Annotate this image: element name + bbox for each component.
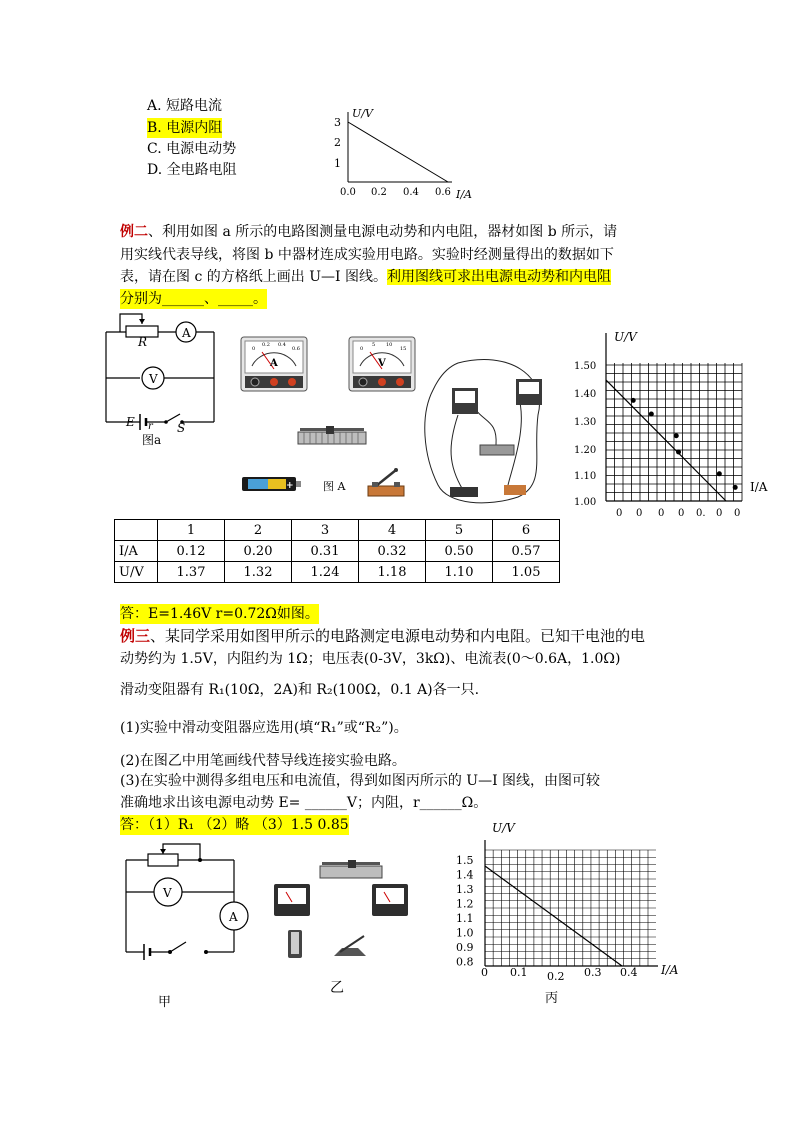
- table-header-row: [115, 520, 560, 541]
- ex2-xtick: 0: [658, 508, 665, 519]
- ex3-ytick: 1.3: [456, 883, 474, 896]
- q1-xtick: 0.2: [371, 187, 387, 198]
- table-cell: 5: [426, 520, 493, 541]
- table-cell: 1.37: [158, 562, 225, 583]
- table-cell: I/A: [115, 541, 158, 562]
- q1-xtick: 0.4: [403, 187, 419, 198]
- q1-ytick: 2: [334, 136, 341, 149]
- voltmeter-scale: 0: [360, 346, 364, 352]
- ex3-ytick: 0.9: [456, 941, 474, 954]
- table-cell: 2: [225, 520, 292, 541]
- ex3-q3b: 准确地求出该电源电动势 E= ______V；内阻，r______Ω。: [120, 795, 488, 811]
- option-c: C. 电源电动势: [147, 141, 237, 157]
- table-cell: 1.32: [225, 562, 292, 583]
- voltmeter-label: V: [163, 886, 172, 900]
- ammeter-scale: 0: [252, 346, 256, 352]
- table-cell: 0.32: [359, 541, 426, 562]
- ex3-ytick: 1.4: [456, 868, 474, 882]
- table-cell: 0.50: [426, 541, 493, 562]
- ex2-graph-ylabel: U/V: [614, 330, 637, 344]
- ex2-ytick: 1.40: [574, 389, 597, 400]
- ammeter-label: A: [182, 326, 191, 340]
- data-point: [717, 471, 722, 476]
- ex3-line-1: 例三、某同学采用如图甲所示的电路测定电源电动势和内电阻。已知干电池的电: [120, 627, 646, 645]
- table-row: [115, 541, 560, 562]
- ex2-ytick: 1.30: [574, 417, 597, 428]
- data-point: [733, 485, 738, 490]
- circuit-diagram-a: [100, 310, 225, 450]
- table-cell: 1.24: [292, 562, 359, 583]
- q1-ui-line: [348, 122, 448, 182]
- table-cell: 0.31: [292, 541, 359, 562]
- fig-bing-label: 丙: [545, 991, 559, 1006]
- voltmeter-scale: 5: [372, 342, 376, 348]
- ammeter-scale: 0.2: [262, 342, 270, 348]
- option-b: B. 电源内阻: [147, 120, 223, 136]
- fig-yi-label: 乙: [330, 980, 344, 996]
- table-cell: 0.57: [493, 541, 560, 562]
- ex2-xtick: 0: [616, 508, 623, 519]
- ex3-q1: (1)实验中滑动变阻器应选用(填“R₁”或“R₂”)。: [120, 720, 408, 736]
- q1-ytick: 1: [334, 157, 341, 170]
- ex3-ui-grid-graph: [448, 820, 688, 1010]
- table-cell: 0.20: [225, 541, 292, 562]
- ex3-q2: (2)在图乙中用笔画线代替导线连接实验电路。: [120, 753, 406, 769]
- q1-graph-xlabel: I/A: [456, 188, 472, 200]
- rheostat-label: R: [138, 335, 148, 349]
- ex2-xtick: 0: [734, 508, 741, 519]
- ex2-xtick: 0: [678, 508, 685, 519]
- table-cell: U/V: [115, 562, 158, 583]
- ex3-ytick: 1.1: [456, 912, 474, 925]
- ammeter-scale: 0.6: [292, 346, 300, 352]
- table-cell: 1.05: [493, 562, 560, 583]
- option-a: A. 短路电流: [147, 98, 223, 114]
- data-point: [649, 411, 654, 416]
- ex3-graph-xlabel: I/A: [661, 963, 679, 977]
- ex2-line-3: 表，请在图 c 的方格纸上画出 U—I 图线。利用图线可求出电源电动势和内电阻: [120, 269, 611, 285]
- data-point: [631, 398, 636, 403]
- table-row: [115, 562, 560, 583]
- ex3-line-3: 滑动变阻器有 R₁(10Ω，2A)和 R₂(100Ω，0.1 A)各一只.: [120, 682, 480, 698]
- voltmeter-scale: 10: [386, 342, 393, 348]
- ex3-fit-line: [485, 866, 622, 966]
- ammeter-scale: 0.4: [278, 342, 286, 348]
- ex2-ytick: 1.00: [574, 497, 597, 508]
- ex2-xtick: 0: [636, 508, 643, 519]
- table-cell: [115, 520, 158, 541]
- ex2-ui-grid-graph: [574, 325, 774, 520]
- table-cell: 3: [292, 520, 359, 541]
- voltmeter-label: V: [149, 372, 158, 386]
- q1-xtick: 0.6: [435, 187, 451, 198]
- ex2-xtick: 0: [716, 508, 723, 519]
- fig-yi-devices: [266, 860, 426, 1000]
- ex3-graph-ylabel: U/V: [492, 821, 515, 835]
- fig-b-label: 图 A: [323, 480, 346, 493]
- circuit-jia: [118, 840, 258, 1015]
- table-cell: 0.12: [158, 541, 225, 562]
- ex2-graph-xlabel: I/A: [750, 480, 768, 494]
- ammeter-device: [240, 336, 308, 392]
- ex3-ytick: 1.2: [456, 897, 474, 911]
- internal-r-label: r: [148, 421, 153, 432]
- rheostat-device: [296, 426, 368, 450]
- voltmeter-face-label: V: [378, 358, 386, 369]
- data-table: [114, 519, 560, 583]
- voltmeter-device: [348, 336, 416, 392]
- ex3-xtick: 0: [481, 966, 488, 979]
- ex2-line-1: 例二、利用如图 a 所示的电路图测量电源电动势和内电阻，器材如图 b 所示，请: [120, 224, 618, 240]
- q1-ytick: 3: [334, 116, 341, 129]
- ex3-xtick: 0.3: [584, 966, 602, 979]
- switch-label: S: [177, 421, 186, 435]
- ex3-ytick: 1.5: [456, 854, 474, 867]
- ex3-ytick: 0.8: [456, 955, 474, 969]
- fig-jia-label: 甲: [158, 995, 172, 1010]
- ex3-xtick: 0.1: [510, 966, 528, 979]
- switch-device: [366, 466, 406, 498]
- table-cell: 6: [493, 520, 560, 541]
- ex3-xtick: 0.2: [547, 970, 565, 983]
- ex2-line-2: 用实线代表导线，将图 b 中器材连成实验用电路。实验时经测量得出的数据如下: [120, 247, 614, 263]
- ex2-answer: 答：E=1.46V r=0.72Ω如图。: [120, 606, 319, 622]
- q1-xtick: 0.0: [340, 187, 356, 198]
- ex2-ytick: 1.50: [574, 361, 597, 372]
- ammeter-face-label: A: [270, 358, 278, 369]
- q1-ui-graph: [330, 100, 480, 200]
- ex3-ytick: 1.0: [456, 926, 474, 940]
- battery-device: [240, 473, 304, 495]
- option-d: D. 全电路电阻: [147, 162, 237, 178]
- table-cell: 1.10: [426, 562, 493, 583]
- ex3-xtick: 0.4: [620, 966, 638, 979]
- voltmeter-scale: 15: [400, 346, 407, 352]
- ex2-xtick: 0.: [696, 508, 706, 519]
- ex2-ytick: 1.20: [574, 445, 597, 456]
- fig-a-label: 图a: [142, 433, 162, 447]
- ex3-q3a: (3)在实验中测得多组电压和电流值，得到如图丙所示的 U—I 图线，由图可较: [120, 773, 601, 789]
- q1-graph-ylabel: U/V: [352, 107, 373, 120]
- wired-circuit: [418, 355, 558, 505]
- ammeter-label: A: [229, 910, 238, 924]
- emf-label: E: [126, 415, 135, 429]
- ex2-line-4: 分别为______、_____。: [120, 291, 267, 307]
- ex3-answer: 答：（1）R₁ （2）略 （3）1.5 0.85: [120, 817, 349, 833]
- ex2-ytick: 1.10: [574, 471, 597, 482]
- table-cell: 1.18: [359, 562, 426, 583]
- ex3-line-2: 动势约为 1.5V，内阻约为 1Ω；电压表(0-3V，3kΩ)、电流表(0～0.6A，1.0Ω): [120, 651, 621, 667]
- svg-text:+: +: [286, 481, 294, 491]
- table-cell: 4: [359, 520, 426, 541]
- table-cell: 1: [158, 520, 225, 541]
- data-point: [674, 433, 679, 438]
